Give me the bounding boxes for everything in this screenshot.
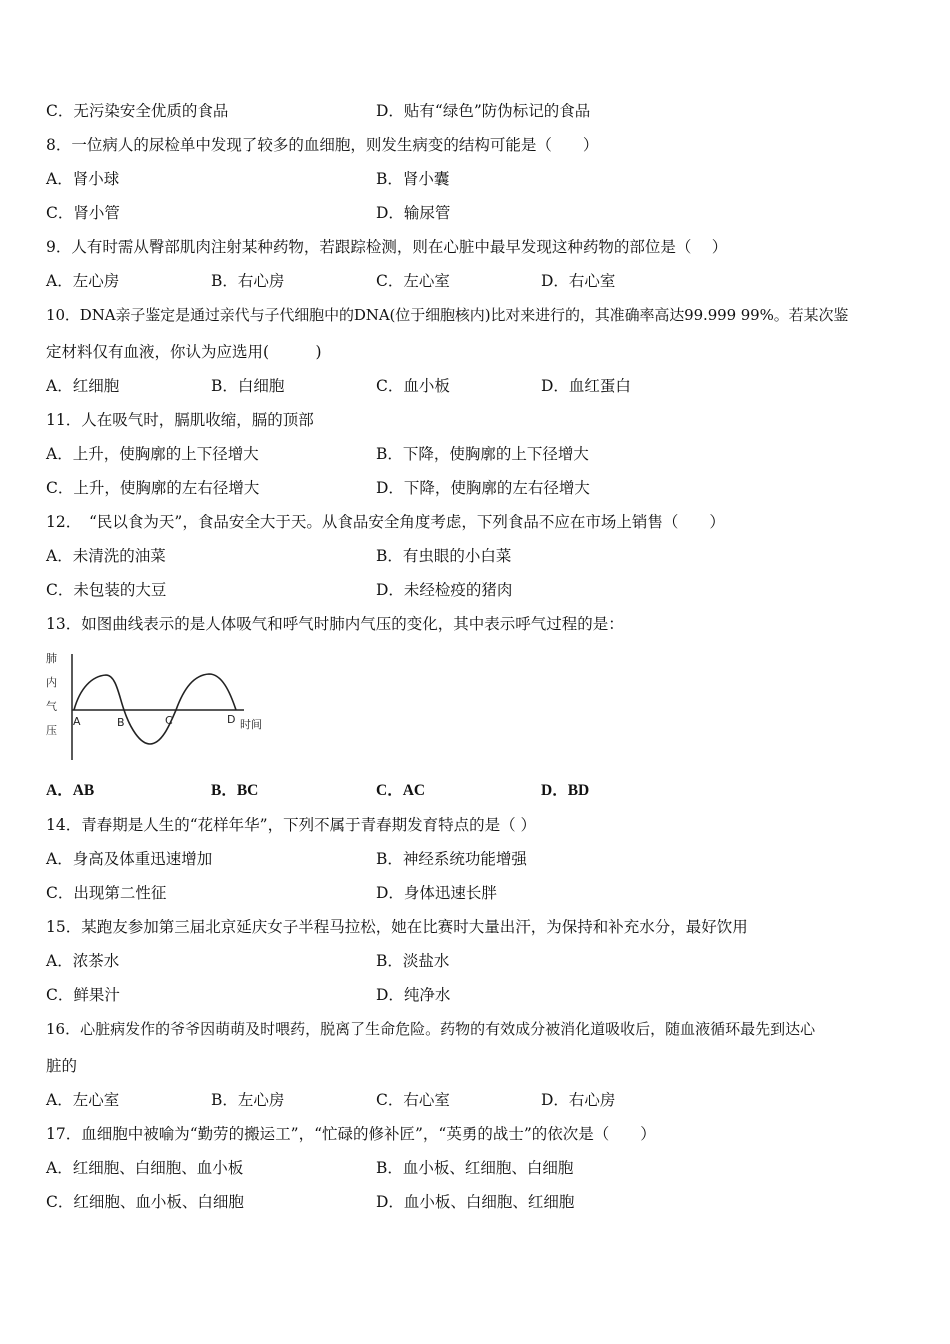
- q13-option-d: D．BD: [541, 782, 590, 799]
- ylabel-char-1: 肺: [46, 652, 57, 665]
- q14-option-a: A．身高及体重迅速增加: [46, 850, 213, 868]
- q10-stem-line2: 定材料仅有血液，你认为应选用( ): [46, 343, 322, 361]
- point-b-label: B: [117, 716, 125, 729]
- ylabel-char-2: 内: [46, 676, 57, 689]
- q16-option-d: D．右心房: [541, 1091, 616, 1109]
- q14-option-b: B．神经系统功能增强: [376, 850, 527, 868]
- q11-option-c: C．上升，使胸廓的左右径增大: [46, 479, 260, 497]
- q15-option-c: C．鲜果汁: [46, 986, 120, 1004]
- q17-stem: 17．血细胞中被喻为“勤劳的搬运工”，“忙碌的修补匠”，“英勇的战士”的依次是（ ）: [46, 1125, 656, 1143]
- q9-option-d: D．右心室: [541, 272, 616, 290]
- q15-option-b: B．淡盐水: [376, 952, 450, 970]
- q9-option-a: A．左心房: [46, 272, 120, 290]
- point-a-label: A: [73, 715, 81, 728]
- point-d-label: D: [227, 713, 236, 726]
- q9-option-b: B．右心房: [211, 272, 285, 290]
- q7-option-c: C．无污染安全优质的食品: [46, 102, 229, 120]
- ylabel-char-4: 压: [46, 724, 57, 737]
- q11-option-d: D．下降，使胸廓的左右径增大: [376, 479, 590, 497]
- q10-option-c: C．血小板: [376, 377, 450, 395]
- q8-option-d: D．输尿管: [376, 204, 451, 222]
- q13-option-b: B．BC: [211, 782, 259, 799]
- q8-option-a: A．肾小球: [46, 170, 120, 188]
- q15-option-d: D．纯净水: [376, 986, 451, 1004]
- q9-stem: 9．人有时需从臀部肌肉注射某种药物，若跟踪检测，则在心脏中最早发现这种药物的部位是（ ）: [46, 238, 728, 256]
- q10-option-d: D．血红蛋白: [541, 377, 631, 395]
- q12-option-a: A．未清洗的油菜: [46, 547, 166, 565]
- q13-stem: 13．如图曲线表示的是人体吸气和呼气时肺内气压的变化，其中表示呼气过程的是：: [46, 615, 624, 633]
- q12-option-d: D．未经检疫的猪肉: [376, 581, 513, 599]
- lung-pressure-figure: [44, 648, 274, 768]
- q16-option-c: C．右心室: [376, 1091, 450, 1109]
- q12-option-b: B．有虫眼的小白菜: [376, 547, 512, 565]
- q9-option-c: C．左心室: [376, 272, 450, 290]
- q8-option-c: C．肾小管: [46, 204, 120, 222]
- q8-option-b: B．肾小囊: [376, 170, 450, 188]
- q17-option-b: B．血小板、红细胞、白细胞: [376, 1159, 574, 1177]
- point-c-label: C: [165, 714, 173, 727]
- lung-pressure-curve-svg: [44, 648, 274, 768]
- q12-option-c: C．未包装的大豆: [46, 581, 167, 599]
- pressure-curve: [74, 674, 236, 744]
- q17-option-c: C．红细胞、血小板、白细胞: [46, 1193, 244, 1211]
- q16-option-b: B．左心房: [211, 1091, 285, 1109]
- q10-stem-line1: 10．DNA亲子鉴定是通过亲代与子代细胞中的DNA(位于细胞核内)比对来进行的，其准确率高达99.999 99%。若某次鉴: [46, 306, 849, 324]
- q11-option-a: A．上升，使胸廓的上下径增大: [46, 445, 259, 463]
- q13-option-c: C．AC: [376, 782, 426, 799]
- ylabel-char-3: 气: [46, 700, 57, 713]
- q7-option-d: D．贴有“绿色”防伪标记的食品: [376, 102, 591, 120]
- q8-stem: 8．一位病人的尿检单中发现了较多的血细胞，则发生病变的结构可能是（ ）: [46, 136, 599, 154]
- q15-option-a: A．浓茶水: [46, 952, 120, 970]
- q14-stem: 14．青春期是人生的“花样年华”，下列不属于青春期发育特点的是（ ）: [46, 816, 537, 834]
- q14-option-c: C．出现第二性征: [46, 884, 167, 902]
- q17-option-a: A．红细胞、白细胞、血小板: [46, 1159, 244, 1177]
- q11-stem: 11．人在吸气时，膈肌收缩，膈的顶部: [46, 411, 314, 429]
- x-axis-label: 时间: [240, 718, 262, 731]
- q10-option-b: B．白细胞: [211, 377, 285, 395]
- q16-option-a: A．左心室: [46, 1091, 120, 1109]
- q12-stem: 12． “民以食为天”，食品安全大于天。从食品安全角度考虑，下列食品不应在市场上销售（ ）: [46, 513, 725, 531]
- q16-stem-line2: 脏的: [46, 1057, 78, 1075]
- q10-option-a: A．红细胞: [46, 377, 120, 395]
- q16-stem-line1: 16．心脏病发作的爷爷因萌萌及时喂药，脱离了生命危险。药物的有效成分被消化道吸收后，随血液循环最先到达心: [46, 1020, 816, 1038]
- q11-option-b: B．下降，使胸廓的上下径增大: [376, 445, 589, 463]
- q17-option-d: D．血小板、白细胞、红细胞: [376, 1193, 575, 1211]
- q13-option-a: A．AB: [46, 782, 95, 799]
- q14-option-d: D．身体迅速长胖: [376, 884, 497, 902]
- q15-stem: 15．某跑友参加第三届北京延庆女子半程马拉松，她在比赛时大量出汗，为保持和补充水分，最好饮用: [46, 918, 748, 936]
